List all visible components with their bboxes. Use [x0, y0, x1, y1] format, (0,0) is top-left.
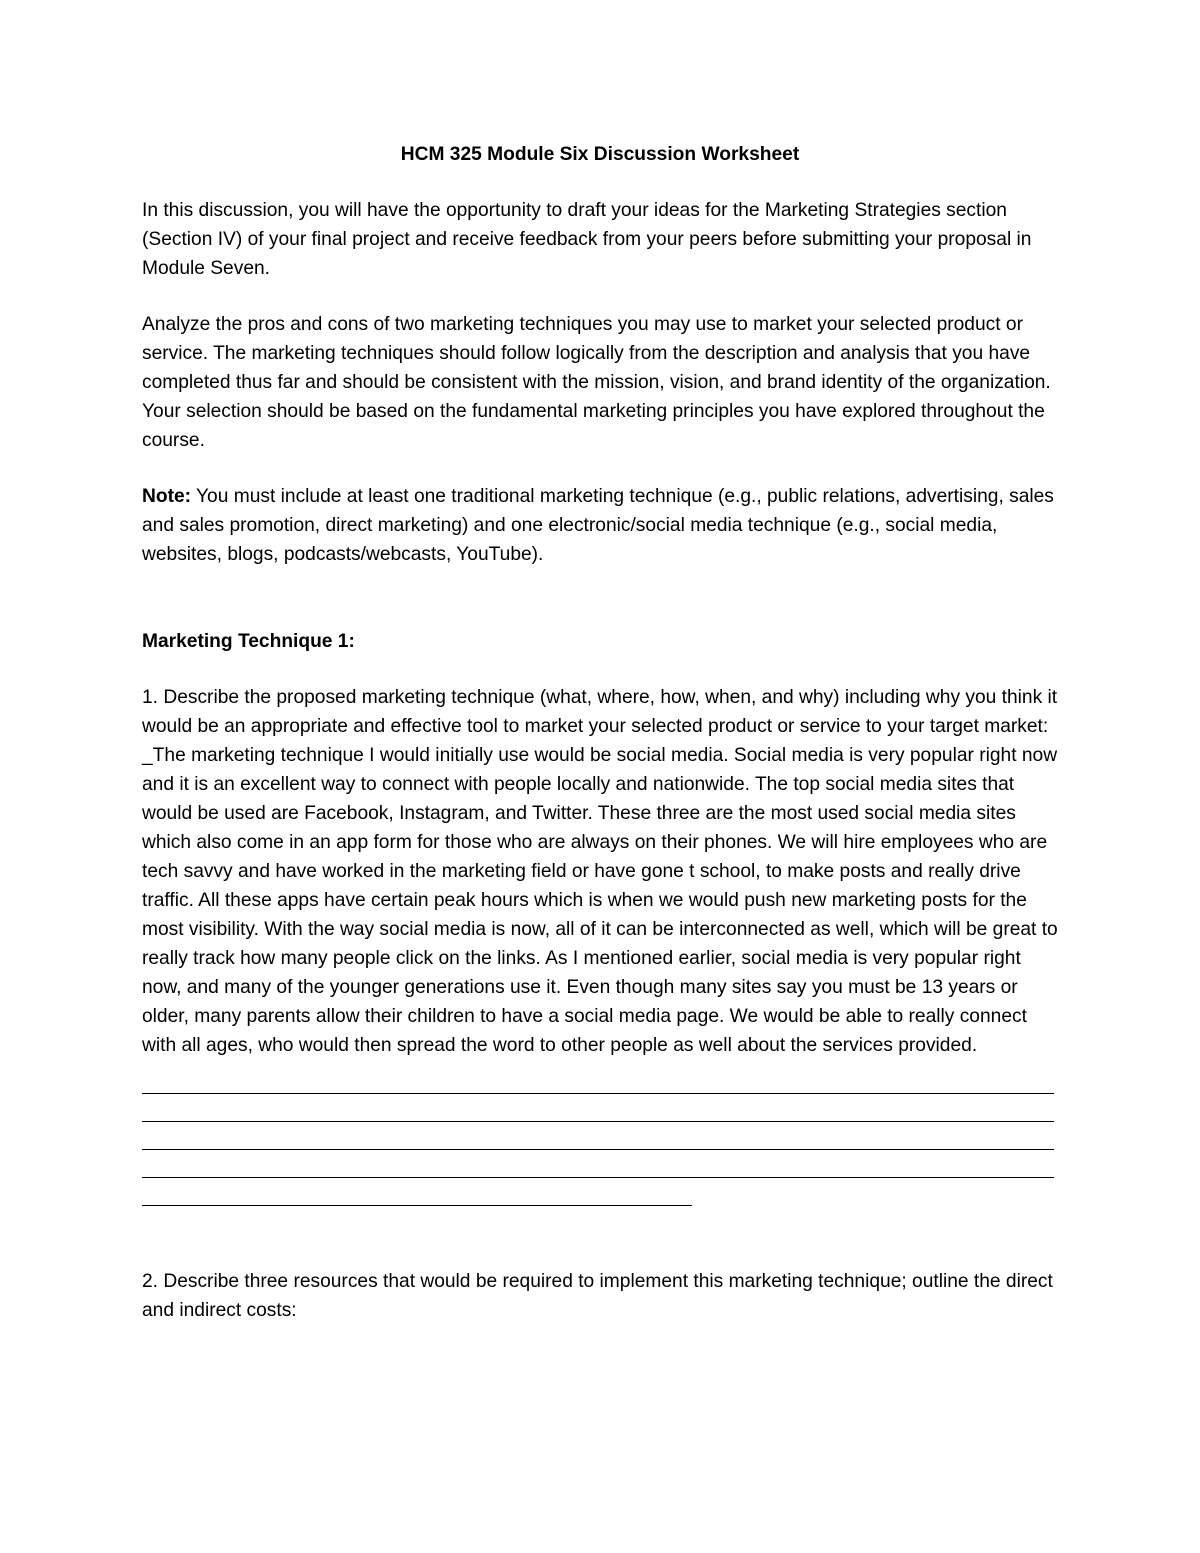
page-title: HCM 325 Module Six Discussion Worksheet — [400, 144, 800, 165]
question-2: 2. Describe three resources that would be required to implement this marketing technique; outline the direct and indirect costs: — [142, 1271, 1053, 1321]
note-label: Note: — [142, 486, 192, 507]
answer-1[interactable]: _The marketing technique I would initially use would be social media. Social media is very popular right now and it is an excellent way to connect with people locally and nationwide. The top social media sites that would be used are Facebook, Instagram, and Twitter. These three are the most used social media sites which also come in an app form for those who are always on their phones. We will hire employees who are tech savvy and have worked in the marketing field or have gone t school, to make posts and really drive traffic. All these apps have certain peak hours which is when we would push new marketing posts for the most visibility. With the way social media is now, all of it can be interconnected as well, which will be great to really track how many people click on the links. As I mentioned earlier, social media is very popular right now, and many of the younger generations use it. Even though many sites say you must be 13 years or older, many parents allow their children to have a social media page. We would be able to really connect with all ages, who would then spread the word to other people as well about the services provided. — [142, 745, 1058, 1056]
blank-line — [142, 1150, 1054, 1178]
analyze-paragraph: Analyze the pros and cons of two marketing techniques you may use to market your selected product or service. The marketing techniques should follow logically from the description and analysis that you have completed thus far and should be consistent with the mission, vision, and brand identity of the organization. Your selection should be based on the fundamental marketing principles you have explored throughout the course. — [142, 314, 1051, 451]
technique-1-heading: Marketing Technique 1: — [142, 631, 355, 652]
answer-blank-lines — [142, 1066, 1058, 1206]
blank-line — [142, 1122, 1054, 1150]
intro-paragraph: In this discussion, you will have the opportunity to draft your ideas for the Marketing Strategies section (Section IV) of your final project and receive feedback from your peers before submitting your proposal in Module Seven. — [142, 200, 1032, 279]
blank-line — [142, 1066, 1054, 1094]
blank-line — [142, 1178, 692, 1206]
worksheet-page — [142, 140, 1058, 1325]
blank-line — [142, 1094, 1054, 1122]
question-1: 1. Describe the proposed marketing technique (what, where, how, when, and why) including why you think it would be an appropriate and effective tool to market your selected product or service to your target market: — [142, 687, 1058, 737]
note-text: You must include at least one traditional marketing technique (e.g., public relations, advertising, sales and sales promotion, direct marketing) and one electronic/social media technique (e.g., social media, websites, blogs, podcasts/webcasts, YouTube). — [142, 486, 1054, 565]
note-paragraph — [142, 482, 1058, 569]
